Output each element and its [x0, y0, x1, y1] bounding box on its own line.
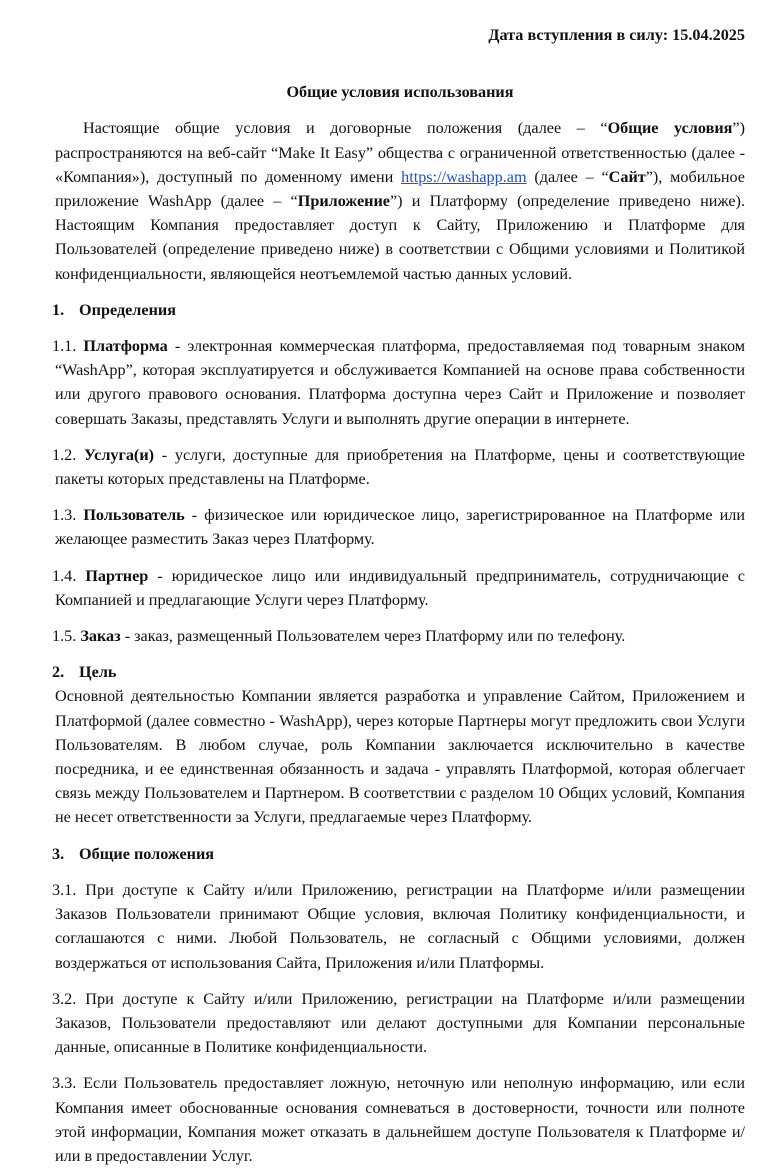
item-text: - юридическое лицо или индивидуальный предприниматель, сотрудничающие с Компанией и предлагающие Услуги через Платформу. — [55, 566, 745, 609]
provision-item — [52, 878, 745, 975]
section-number: 3. — [52, 844, 65, 863]
intro-text: (далее – “ — [526, 167, 609, 186]
intro-text: Настоящие общие условия и договорные положения (далее – “ — [83, 119, 608, 138]
definition-item — [52, 624, 745, 648]
item-number: 1.3. — [52, 506, 77, 525]
section-heading-general-provisions — [52, 842, 745, 866]
term-app: Приложение — [297, 192, 390, 211]
item-text: При доступе к Сайту и/или Приложению, регистрации на Платформе и/или размещении Заказов, Пользователи предоставляют или делают доступными для Компании персональные данные, описанные в Политике конфиденциальности. — [55, 989, 745, 1057]
term-general-terms: Общие условия — [607, 119, 733, 138]
item-number: 3.1. — [52, 880, 77, 899]
document-title: Общие условия использования — [286, 83, 514, 102]
intro-text: ”) распространяются на веб-сайт “Make It Easy” общества с ограниченной ответственностью (далее - «Компания»), доступный по доменному имени — [55, 119, 745, 186]
section-title: Общие положения — [79, 844, 215, 863]
section-title: Определения — [79, 300, 176, 319]
term-site: Сайт — [608, 167, 646, 186]
item-text: - физическое или юридическое лицо, зарегистрированное на Платформе или желающее разместить Заказ через Платформу. — [55, 506, 745, 549]
provision-item — [52, 1071, 745, 1168]
definition-item — [52, 334, 745, 431]
item-text: - электронная коммерческая платформа, предоставляемая под товарным знаком “WashApp”, которая эксплуатируется и обслуживается Компанией на основе права собственности или другого правового основания. Платформа доступна через Сайт и Приложение и позволяет совершать Заказы, представлять Услуги и выполнять другие операции в интернете. — [55, 337, 745, 428]
definition-item — [52, 443, 745, 491]
definition-item — [52, 564, 745, 612]
item-text: - услуги, доступные для приобретения на Платформе, цены и соответствующие пакеты которых представлены на Платформе. — [55, 445, 745, 489]
section-number: 1. — [52, 300, 65, 319]
definition-item — [52, 503, 745, 551]
section-heading-purpose — [52, 660, 745, 684]
effective-date: Дата вступления в силу: 15.04.2025 — [488, 26, 745, 44]
section-heading-definitions — [52, 298, 745, 322]
item-text: При доступе к Сайту и/или Приложению, регистрации на Платформе и/или размещении Заказов Пользователи принимают Общие условия, включая Политику конфиденциальности, и соглашаются с ними. Любой Пользователь, не согласный с Общими условиями, должен воздержаться от использования Сайта, Приложения и/или Платформы. — [55, 880, 745, 972]
intro-paragraph — [55, 116, 745, 285]
item-text: Если Пользователь предоставляет ложную, неточную или неполную информацию, или если Компания имеет обоснованные основания сомневаться в достоверности, точности или полноте этой информации, Компания может отказать в дальнейшем доступе Пользователя к Платформе и/или в предоставлении Услуг. — [55, 1074, 745, 1165]
item-number: 1.5. — [52, 627, 77, 646]
item-term: Партнер — [85, 566, 149, 585]
section-number: 2. — [52, 663, 65, 682]
item-number: 3.2. — [52, 989, 77, 1008]
intro-text: ”), мобильное приложение WashApp (далее – “ — [55, 167, 745, 211]
intro-text: ”) и Платформу (определение приведено ниже). Настоящим Компания предоставляет доступ к Сайту, Приложению и Платформе для Пользователей (определение приведено ниже) в соответствии с Общими условиями и Политикой конфиденциальности, являющейся неотъемлемой частью данных условий. — [55, 192, 745, 283]
item-term: Пользователь — [83, 506, 185, 525]
item-number: 1.4. — [52, 566, 77, 585]
item-number: 1.1. — [52, 337, 77, 356]
item-term: Платформа — [83, 337, 168, 356]
item-term: Заказ — [80, 627, 121, 646]
item-term: Услуга(и) — [84, 445, 155, 464]
item-text: - заказ, размещенный Пользователем через Платформу или по телефону. — [120, 627, 626, 646]
item-number: 1.2. — [52, 445, 77, 464]
site-link[interactable]: https://washapp.am — [401, 167, 527, 186]
provision-item — [52, 987, 745, 1060]
section-title: Цель — [79, 663, 117, 682]
purpose-paragraph: Основной деятельностью Компании является разработка и управление Сайтом, Приложением и Платформой (далее совместно - WashApp), через которые Партнеры могут предложить свои Услуги Пользователям. В любом случае, роль Компании заключается исключительно в качестве посредника, и ее единственная обязанность и задача - управлять Платформой, которая облегчает связь между Пользователем и Партнером. В соответствии с разделом 10 Общих условий, Компания не несет ответственности за Услуги, предлагаемые через Платформу. — [55, 687, 745, 827]
item-number: 3.3. — [52, 1074, 77, 1093]
